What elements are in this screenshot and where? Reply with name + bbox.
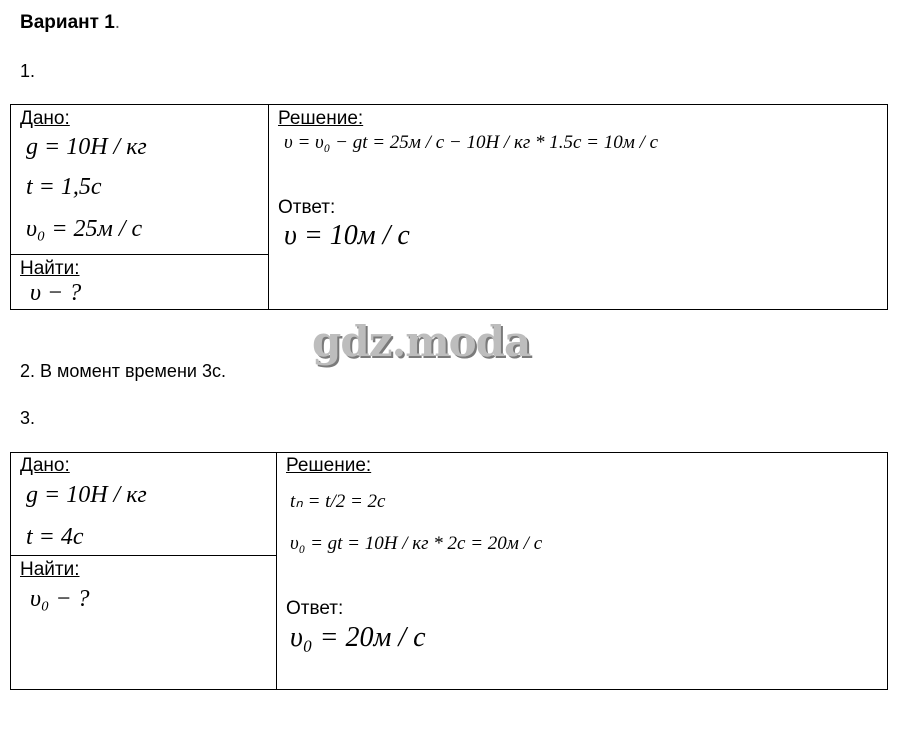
problem1-find-label: Найти:: [20, 258, 80, 279]
problem3-answer-label: Ответ:: [286, 598, 344, 619]
problem1-given-t: [26, 174, 102, 201]
problem3-divider: [276, 452, 277, 690]
watermark-logo: gdz.moda: [312, 317, 531, 366]
variant-title-text: Вариант 1: [20, 12, 115, 33]
problem1-divider: [268, 104, 269, 310]
problem1-given-v0-text: υ₀ = 25м / с: [26, 216, 143, 242]
problem1-given-t-text: t = 1,5с: [26, 174, 102, 200]
problem3-find: υ₀ − ?: [30, 586, 90, 612]
problem3-find-label: Найти:: [20, 559, 80, 580]
problem1-given-v0: [26, 216, 142, 243]
problem3-solution-line2: υ₀ = gt = 10Н / кг * 2с = 20м / с: [290, 533, 543, 554]
problem3-given-g-text: g = 10Н / кг: [26, 482, 147, 508]
problem1-number: 1.: [20, 61, 36, 81]
problem3-given-g: [26, 482, 147, 509]
problem1-given-label: Дано:: [20, 108, 70, 129]
problem3-given-t-text: t = 4с: [26, 524, 84, 550]
problem3-given-label: Дано:: [20, 455, 70, 476]
problem1-solution-label: Решение:: [278, 108, 364, 129]
problem1-answer-label: Ответ:: [278, 197, 336, 218]
problem1-solution: υ = υ₀ − gt = 25м / с − 10Н / кг * 1.5с = 10м / с: [284, 132, 659, 153]
problem1-given-g-text: g = 10Н / кг: [26, 134, 147, 160]
problem1-given-g: [26, 134, 147, 161]
problem3-answer: υ₀ = 20м / с: [290, 622, 426, 653]
variant-title: [20, 12, 120, 34]
problem1-find: υ − ?: [30, 280, 82, 306]
problem1-answer: υ = 10м / с: [284, 220, 410, 251]
problem3-number: 3.: [20, 408, 36, 428]
problem3-given-divider: [10, 555, 276, 556]
problem3-given-t: [26, 524, 84, 551]
problem3-solution-label: Решение:: [286, 455, 372, 476]
problem1-given-divider: [10, 254, 268, 255]
variant-title-dot: .: [114, 12, 121, 33]
problem3-solution-line1: tₙ = t/2 = 2с: [290, 491, 386, 512]
problem2-text: 2. В момент времени 3с.: [20, 361, 226, 381]
